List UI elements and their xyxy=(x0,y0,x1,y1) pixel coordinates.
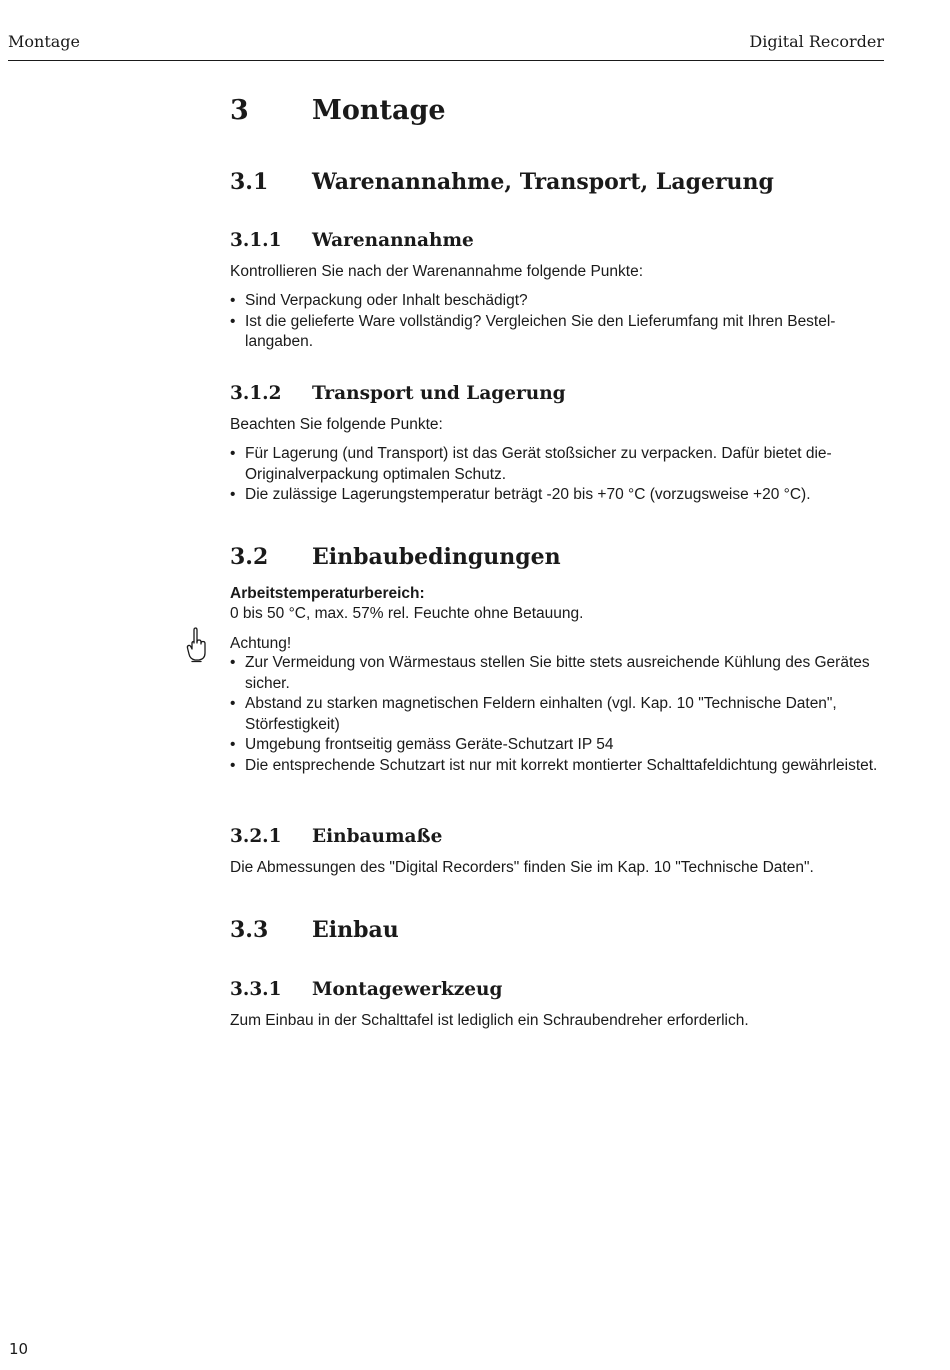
paragraph: Kontrollieren Sie nach der Warenannahme folgende Punkte: xyxy=(230,263,644,280)
chapter-title: Montage xyxy=(312,95,446,126)
page-number: 10 xyxy=(9,1340,29,1358)
section-number: 3.1 xyxy=(230,169,269,195)
paragraph: Die Abmessungen des "Digital Recorders" finden Sie im Kap. 10 "Technische Daten". xyxy=(230,859,814,876)
attention-label: Achtung! xyxy=(230,635,292,652)
section-title: Einbau xyxy=(312,917,399,943)
section-number: 3.2.1 xyxy=(230,826,282,847)
paragraph: Zum Einbau in der Schalttafel ist lediglich ein Schraubendreher erforderlich. xyxy=(230,1012,749,1029)
section-title: Einbaubedingungen xyxy=(312,544,561,570)
list-item: • Abstand zu starken magnetischen Feldern einhalten (vgl. Kap. 10 "Technische Daten", Störfestigkeit) xyxy=(230,694,886,735)
section-number: 3.2 xyxy=(230,544,269,570)
page-header xyxy=(8,30,884,61)
list-item: • Zur Vermeidung von Wärmestaus stellen Sie bitte stets ausreichende Kühlung des Gerätes sicher. xyxy=(230,653,886,694)
list-item: • Umgebung frontseitig gemäss Geräte-Schutzart IP 54 xyxy=(230,735,886,756)
section-number: 3.1.2 xyxy=(230,383,282,404)
section-number: 3.3 xyxy=(230,917,269,943)
list-item: • Die zulässige Lagerungstemperatur beträgt -20 bis +70 °C (vorzugsweise +20 °C). xyxy=(230,485,886,506)
list-item: • Sind Verpackung oder Inhalt beschädigt? xyxy=(230,291,886,312)
section-title: Warenannahme, Transport, Lagerung xyxy=(312,169,774,195)
bullet-list xyxy=(230,291,886,353)
section-title: Warenannahme xyxy=(312,230,474,251)
temperature-range-label: Arbeitstemperaturbereich: xyxy=(230,585,425,602)
bullet-list xyxy=(230,444,886,506)
header-section-title: Montage xyxy=(8,32,80,51)
temperature-range-text: 0 bis 50 °C, max. 57% rel. Feuchte ohne Betauung. xyxy=(230,605,584,622)
header-document-title: Digital Recorder xyxy=(749,32,884,51)
list-item: • Ist die gelieferte Ware vollständig? Vergleichen Sie den Lieferumfang mit Ihren Bestel-langaben. xyxy=(230,312,886,353)
paragraph: Beachten Sie folgende Punkte: xyxy=(230,416,443,433)
bullet-list xyxy=(230,653,886,776)
list-item: • Für Lagerung (und Transport) ist das Gerät stoßsicher zu verpacken. Dafür bietet die-Originalverpackung optimalen Schutz. xyxy=(230,444,886,485)
chapter-number: 3 xyxy=(230,95,249,126)
section-title: Montagewerkzeug xyxy=(312,979,503,1000)
section-title: Einbaumaße xyxy=(312,826,443,847)
list-item: • Die entsprechende Schutzart ist nur mit korrekt montierter Schalttafeldichtung gewährleistet. xyxy=(230,756,886,777)
section-number: 3.3.1 xyxy=(230,979,282,1000)
section-title: Transport und Lagerung xyxy=(312,383,566,404)
section-number: 3.1.1 xyxy=(230,230,282,251)
pointing-hand-icon xyxy=(184,627,208,663)
